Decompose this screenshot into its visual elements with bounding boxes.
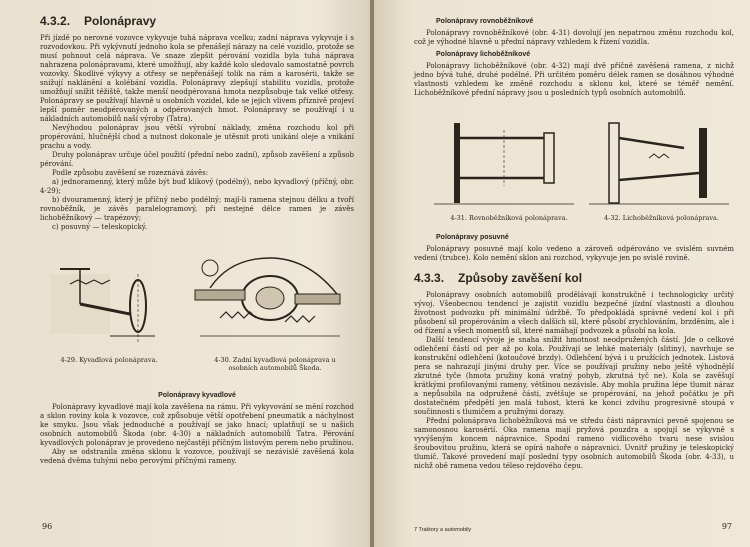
list-item: c) posuvný — teleskopický. <box>52 223 148 231</box>
subheading: Polonápravy kyvadlové <box>158 392 236 399</box>
subheading: Polonápravy posuvné <box>436 234 509 241</box>
paragraph: Polonápravy osobních automobilů prodělávají konstrukčně i technologicky určitý vývoj. Všeobecnou tendencí je zajistit vozidlu bezpečné jízdní vlastnosti a dlouhou životnost podvozku při minimální údržbě. To předpokládá správné vedení kol i při působení sil propérováním a všech dalších sil, které působí zrychlováním, brzděním, ale i od řízení a všech momentů sil, které namáhají podvozek a působí na kola. <box>414 291 734 335</box>
paragraph: Polonápravy kyvadlové mají kola zavěšena na rámu. Při vykyvování se mění rozchod a sklon roviny kola k vozovce, což způsobuje větší opotřebení pneumatik a náchylnost ke smyku. Jsou však jednoduché a používají se jako hnací; uplatňují se u našich osobních automobilů Škoda (obr. 4-30) a nákladních automobilů Tatra. Pérování kyvadlových polonáprav je provedeno nejčastěji příčným listovým perem nebo pružinou. <box>40 403 354 447</box>
figure-4-29-caption: 4-29. Kyvadlová polonáprava. <box>60 356 158 364</box>
paragraph: Druhy polonáprav určuje účel použití (přední nebo zadní), způsob zavěšení a způsob pérování. <box>40 151 354 168</box>
right-page-content <box>414 14 734 471</box>
section-number: 4.3.2. <box>40 14 71 28</box>
section-heading <box>414 271 734 285</box>
page-footer: 7 Traktory a automobily <box>414 527 472 533</box>
figures-row <box>414 102 734 230</box>
figure-4-31-parallelogram-axle <box>434 108 574 208</box>
figure-4-32-caption: 4-32. Lichoběžníková polonáprava. <box>604 214 719 222</box>
paragraph: Při jízdě po nerovné vozovce vykyvuje tuhá náprava vcelku; zadní náprava vykyvuje i s rozvodovkou. Při vykývnutí jednoho kola se přenášejí nárazy na celé vozidlo, protože se musí pohnout celá náprava. Ve snaze zlepšit pérování vozidla byla tuhá náprava nahrazena polonápravami, které umožňují, aby každé kolo sledovalo samostatně povrch vozovky. Škodlivé výkyvy a otřesy se nepřenášejí tolik na rám a karosérii, takže se snižují naklánění a kolébání vozidla. Polonápravy zlepšují stabilitu vozidla, protože umožňují snížit těžiště, takže menší neodpérovaná hmota nezpůsobuje tak velké otřesy. Polonápravy se používají hlavně u osobních vozidel, kde se jejich vlivem příznivě projeví lepší poměr neodpérovaných a odpérovaných hmot. Polonápravy se používají i u nákladních automobilů naší výroby (Tatra). <box>40 34 354 123</box>
paragraph: Aby se odstranila změna sklonu k vozovce, používají se nezávislé zavěšená kola vedená dvěma tuhými nebo perovými příčnými rameny. <box>40 448 354 465</box>
paragraph: Polonápravy posuvné mají kolo vedeno a zároveň odpérováno ve svislém suvném vedení (trubce). Kolo nemění sklon ani rozchod, vykyvuje jen po svislé rovině. <box>414 245 734 262</box>
figure-4-32-trapezoid-axle <box>589 108 729 208</box>
section-heading <box>40 14 354 28</box>
right-page <box>374 0 750 547</box>
paragraph: Polonápravy rovnoběžníkové (obr. 4-31) dovolují jen nepatrnou změnu rozchodu kol, což je výhodné hlavně u přední nápravy vzhledem k řízení vozidla. <box>414 29 734 46</box>
paragraph: Další tendencí vývoje je snaha snížit hmotnost neodpružených částí. Jde o celkové odlehčení částí od per až po kola. Používají se lehké materiály (slitiny), navrhuje se konstrukční odlehčení (kotoučové brzdy). Odlehčení bývá i u pružících jednotek. Listová pera se nahrazují jinými druhy per. Více se používají pružiny nebo ještě výhodnější zkrutné tyče (hmota pružiny koná vratný pohyb, zkrutná tyč ne). Kola se zavěšují krátkými profilovanými rameny, většinou nezávisle. Aby mohla pružina lépe tlumit náraz a nepůsobila na odpružené části, zvětšuje se propérování, na jehož počátku je při dostatečném předpětí jen malá tuhost, která ke konci zdvihu progresivně stoupá v součinnosti s tlumičem a pružnými dorazy. <box>414 336 734 416</box>
section-title: Způsoby zavěšení kol <box>458 271 583 285</box>
page-number: 97 <box>721 522 732 531</box>
paragraph: Nevýhodou polonáprav jsou větší výrobní náklady, změna rozchodu kol při propérování, hlučnější chod a nutnost dokonale je utěsnit proti unikání oleje a vnikání prachu a vody. <box>40 124 354 150</box>
figure-4-31-caption: 4-31. Rovnoběžníková polonáprava. <box>450 214 568 222</box>
figure-4-29-pendulum-axle <box>50 244 160 354</box>
left-page-content <box>40 14 354 466</box>
page-number: 96 <box>42 522 53 531</box>
paragraph: Polonápravy lichoběžníkové (obr. 4-32) mají dvě příčně zavěšená ramena, z nichž jedno bývá tuhé, druhé podélné. Při určitém poměru délek ramen se dosáhnou výhodné vlastnosti vzhledem ke změně rozchodu a sklonu kol, které se téměř nemění. Lichoběžníkové přední nápravy jsou u posledních typů osobních automobilů. <box>414 62 734 97</box>
figure-4-30-skoda-rear-axle <box>190 238 350 356</box>
subheading: Polonápravy lichoběžníkové <box>436 51 531 58</box>
subheading: Polonápravy rovnoběžníkové <box>436 18 534 25</box>
left-page <box>0 0 372 547</box>
paragraph: Přední polonáprava lichoběžníková má ve středu části nápravnici pevně spojenou se samonosnou karosérií. Oka ramena mají pryžová pouzdra a spojují se výkyvně s vyvýšeným koncem nápravnice. Spodní rameno vidlicového tvaru nese svislou šroubovitou pružinu, která se opírá nahoře o nápravnici. Uvnitř pružiny je teleskopický tlumič. Takové provedení mají poslední typy osobních automobilů Škoda (obr. 4-33), u nichž obě ramena vedou téleso rejdového čepu. <box>414 417 734 470</box>
list-item: a) jednoramenný, který může být buď klikový (podélný), nebo kyvadlový (příčný, obr. 4-29); <box>40 178 354 195</box>
figures-row <box>40 238 354 388</box>
section-title: Polonápravy <box>84 14 157 28</box>
list-item: b) dvouramenný, který je příčný nebo podélný; mají-li ramena stejnou délku a tvoří rovnoběžník, je závěs paralelogramový, při nestejné délce ramen je závěs lichoběžníkový — trapézový; <box>40 196 354 222</box>
section-number: 4.3.3. <box>414 271 445 285</box>
paragraph: Podle způsobu zavěšení se rozeznává závěs: <box>52 169 209 177</box>
figure-4-30-caption: 4-30. Zadní kyvadlová polonáprava u osobních automobilů Škoda. <box>214 356 336 372</box>
